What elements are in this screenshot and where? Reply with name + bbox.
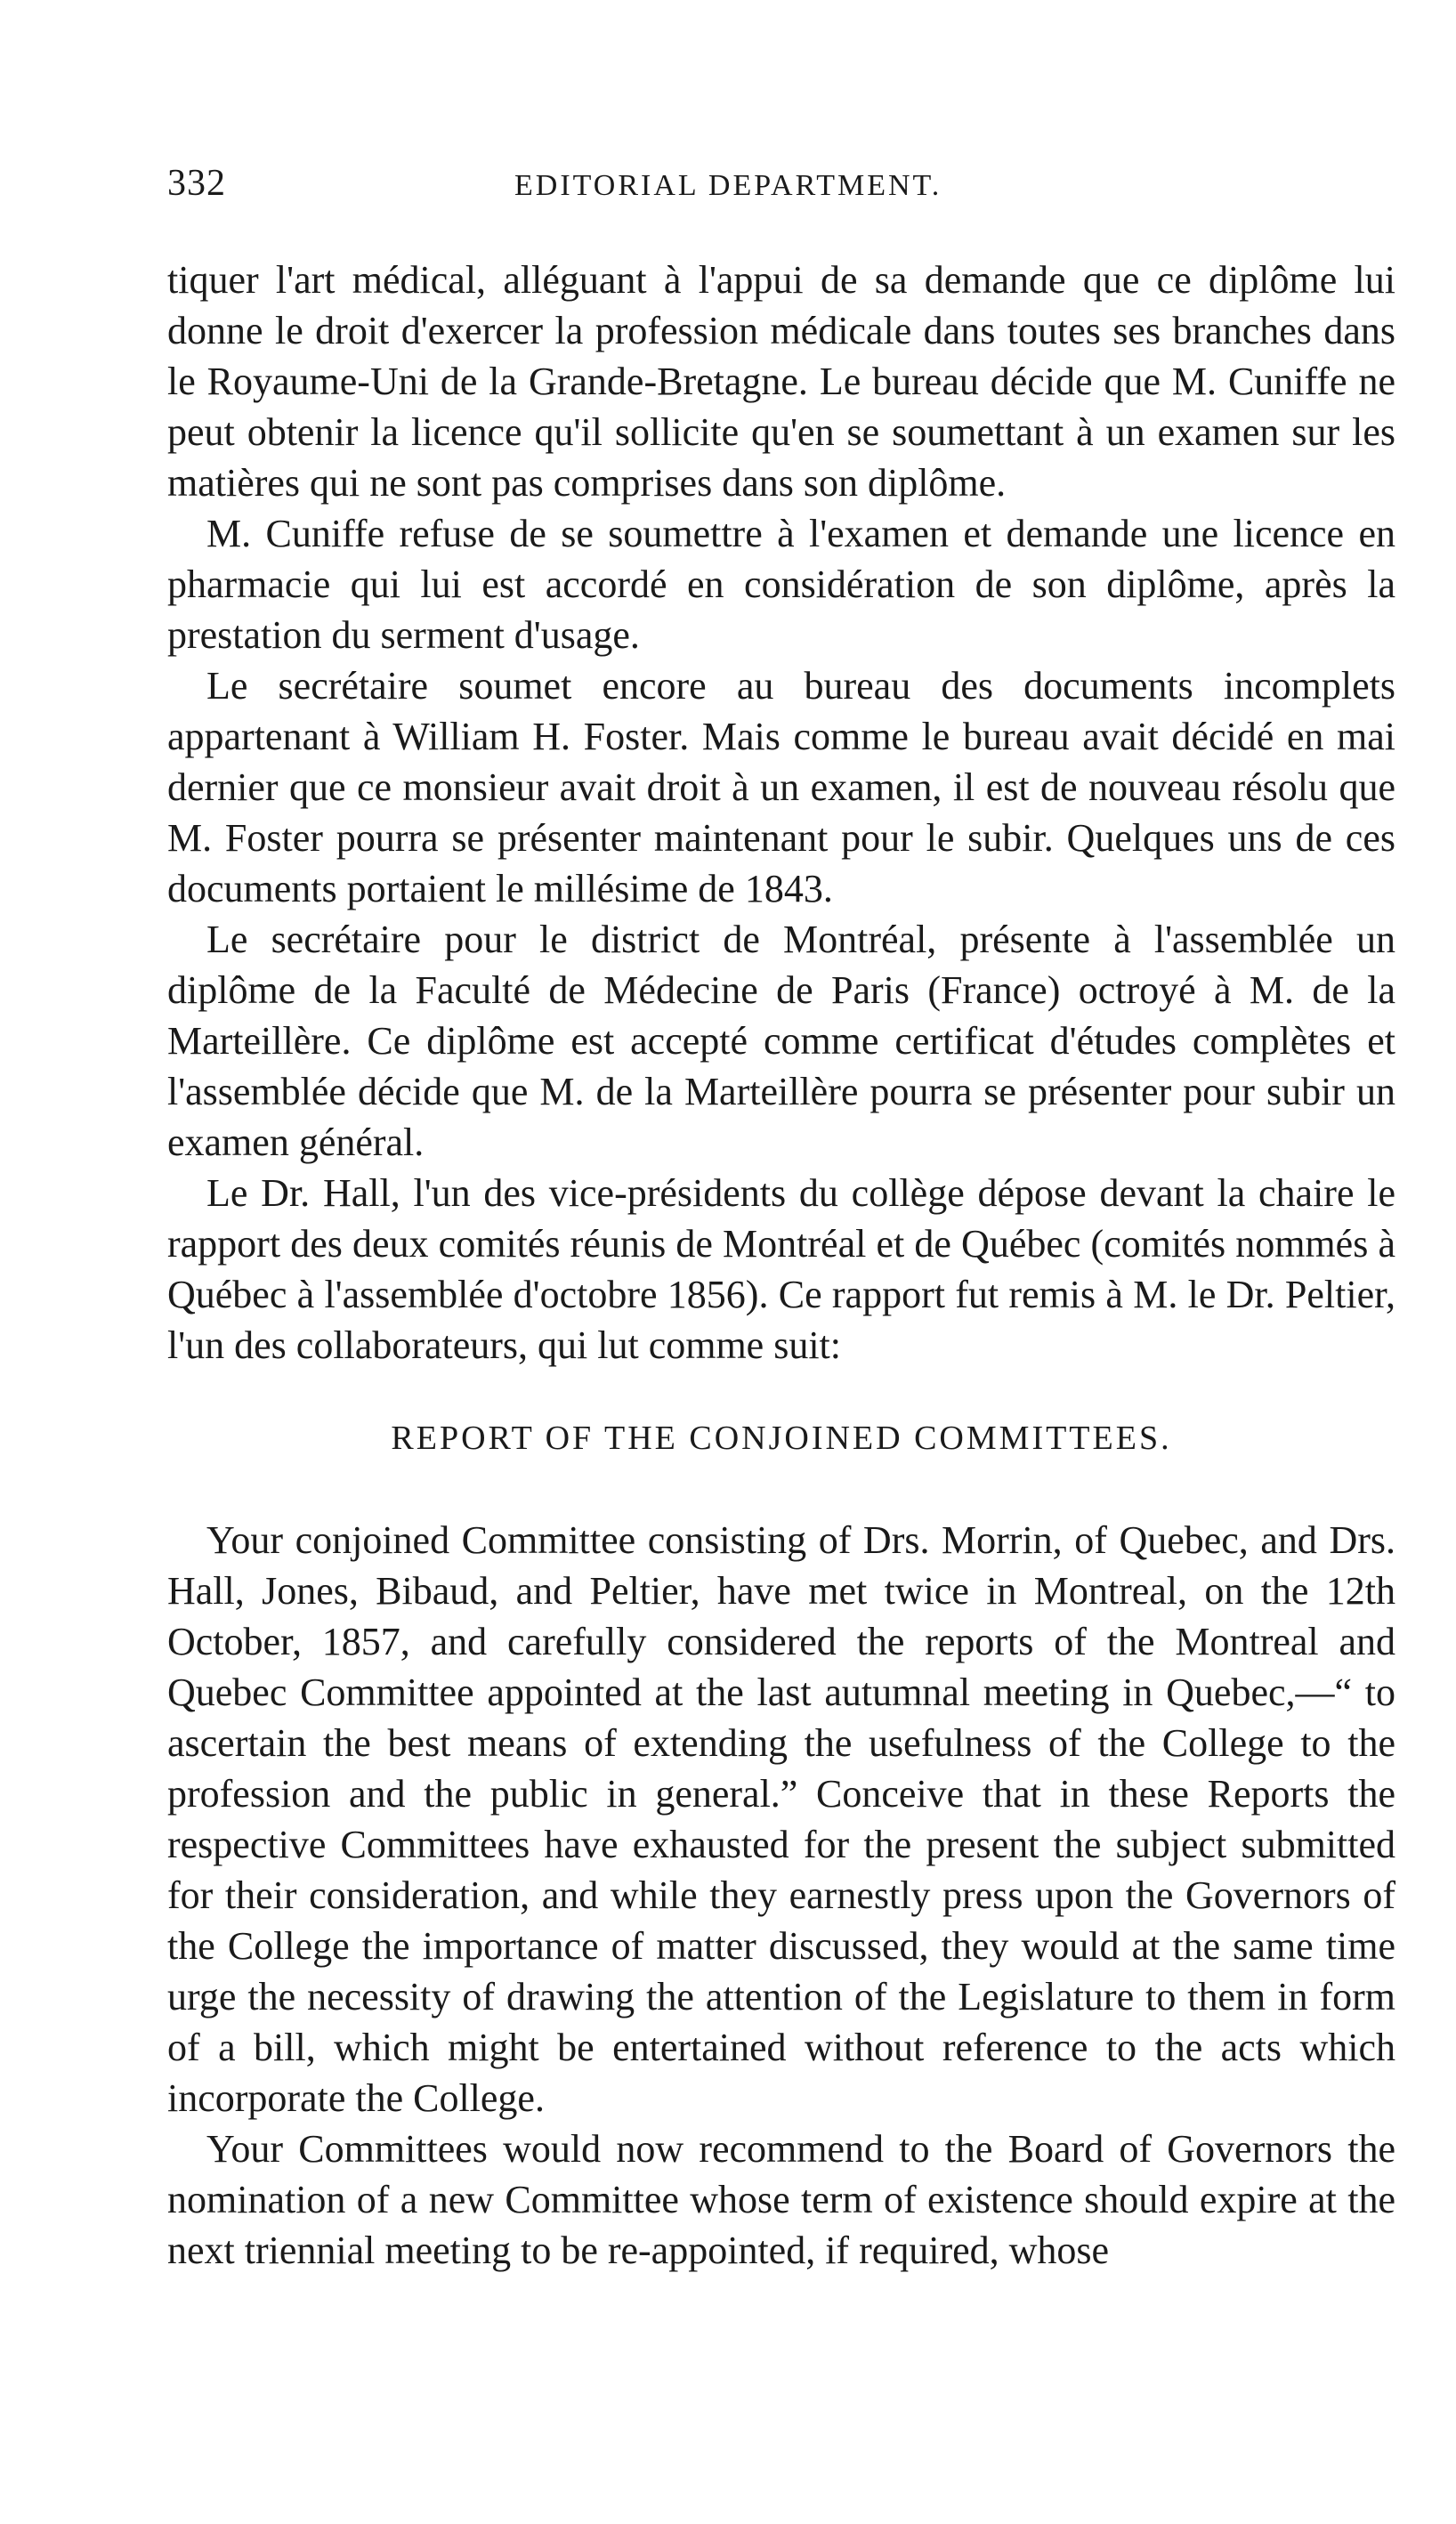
paragraph: Your Committees would now recommend to the Board of Governors the nomination of a new Committee whose term of existence should expire at the next triennial meeting to be re-appointed, if required, whose	[167, 2127, 1395, 2272]
paragraph: Le secrétaire soumet encore au bureau des documents incomplets appartenant à William H. Foster. Mais comme le bureau avait décidé en mai dernier que ce monsieur avait droit à un examen, il est de nouveau résolu que M. Foster pourra se présenter maintenant pour le subir. Quelques uns de ces documents portaient le millésime de 1843.	[167, 664, 1395, 910]
paragraph: Your conjoined Committee consisting of Drs. Morrin, of Quebec, and Drs. Hall, Jones, Bibaud, and Peltier, have met twice in Montreal, on the 12th October, 1857, and carefully considered the reports of the Montreal and Quebec Committee appointed at the last autumnal meeting in Quebec,—“ to ascertain the best means of extending the usefulness of the College to the profession and the public in general.” Conceive that in these Reports the respective Committees have exhausted for the present the subject submitted for their consideration, and while they earnestly press upon the Governors of the College the importance of matter discussed, they would at the same time urge the necessity of drawing the attention of the Legislature to them in form of a bill, which might be entertained without reference to the acts which incorporate the College.	[167, 1518, 1395, 2120]
page-number: 332	[167, 163, 226, 204]
page	[167, 162, 1395, 2276]
french-minutes	[167, 255, 1395, 1371]
paragraph: M. Cuniffe refuse de se soumettre à l'examen et demande une licence en pharmacie qui lui est accordé en considération de son diplôme, après la prestation du serment d'usage.	[167, 512, 1395, 657]
page-header	[167, 162, 1395, 215]
paragraph: Le Dr. Hall, l'un des vice-présidents du collège dépose devant la chaire le rapport des deux comités réunis de Montréal et de Québec (comités nommés à Québec à l'assemblée d'octobre 1856). Ce rapport fut remis à M. le Dr. Peltier, l'un des collaborateurs, qui lut comme suit:	[167, 1171, 1395, 1367]
section-title: REPORT OF THE CONJOINED COMMITTEES.	[391, 1420, 1172, 1457]
paragraph: Le secrétaire pour le district de Montréal, présente à l'assemblée un diplôme de la Faculté de Médecine de Paris (France) octroyé à M. de la Marteillère. Ce diplôme est accepté comme certificat d'études complètes et l'assemblée décide que M. de la Marteillère pourra se présenter pour subir un examen général.	[167, 918, 1395, 1164]
paragraph: tiquer l'art médical, alléguant à l'appui de sa demande que ce diplôme lui donne le droit d'exercer la profession médicale dans toutes ses branches dans le Royaume-Uni de la Grande-Bretagne. Le bureau décide que M. Cuniffe ne peut obtenir la licence qu'il sollicite qu'en se soumettant à un examen sur les matières qui ne sont pas comprises dans son diplôme.	[167, 258, 1395, 505]
running-head: EDITORIAL DEPARTMENT.	[514, 169, 942, 202]
committee-report	[167, 1515, 1395, 2276]
